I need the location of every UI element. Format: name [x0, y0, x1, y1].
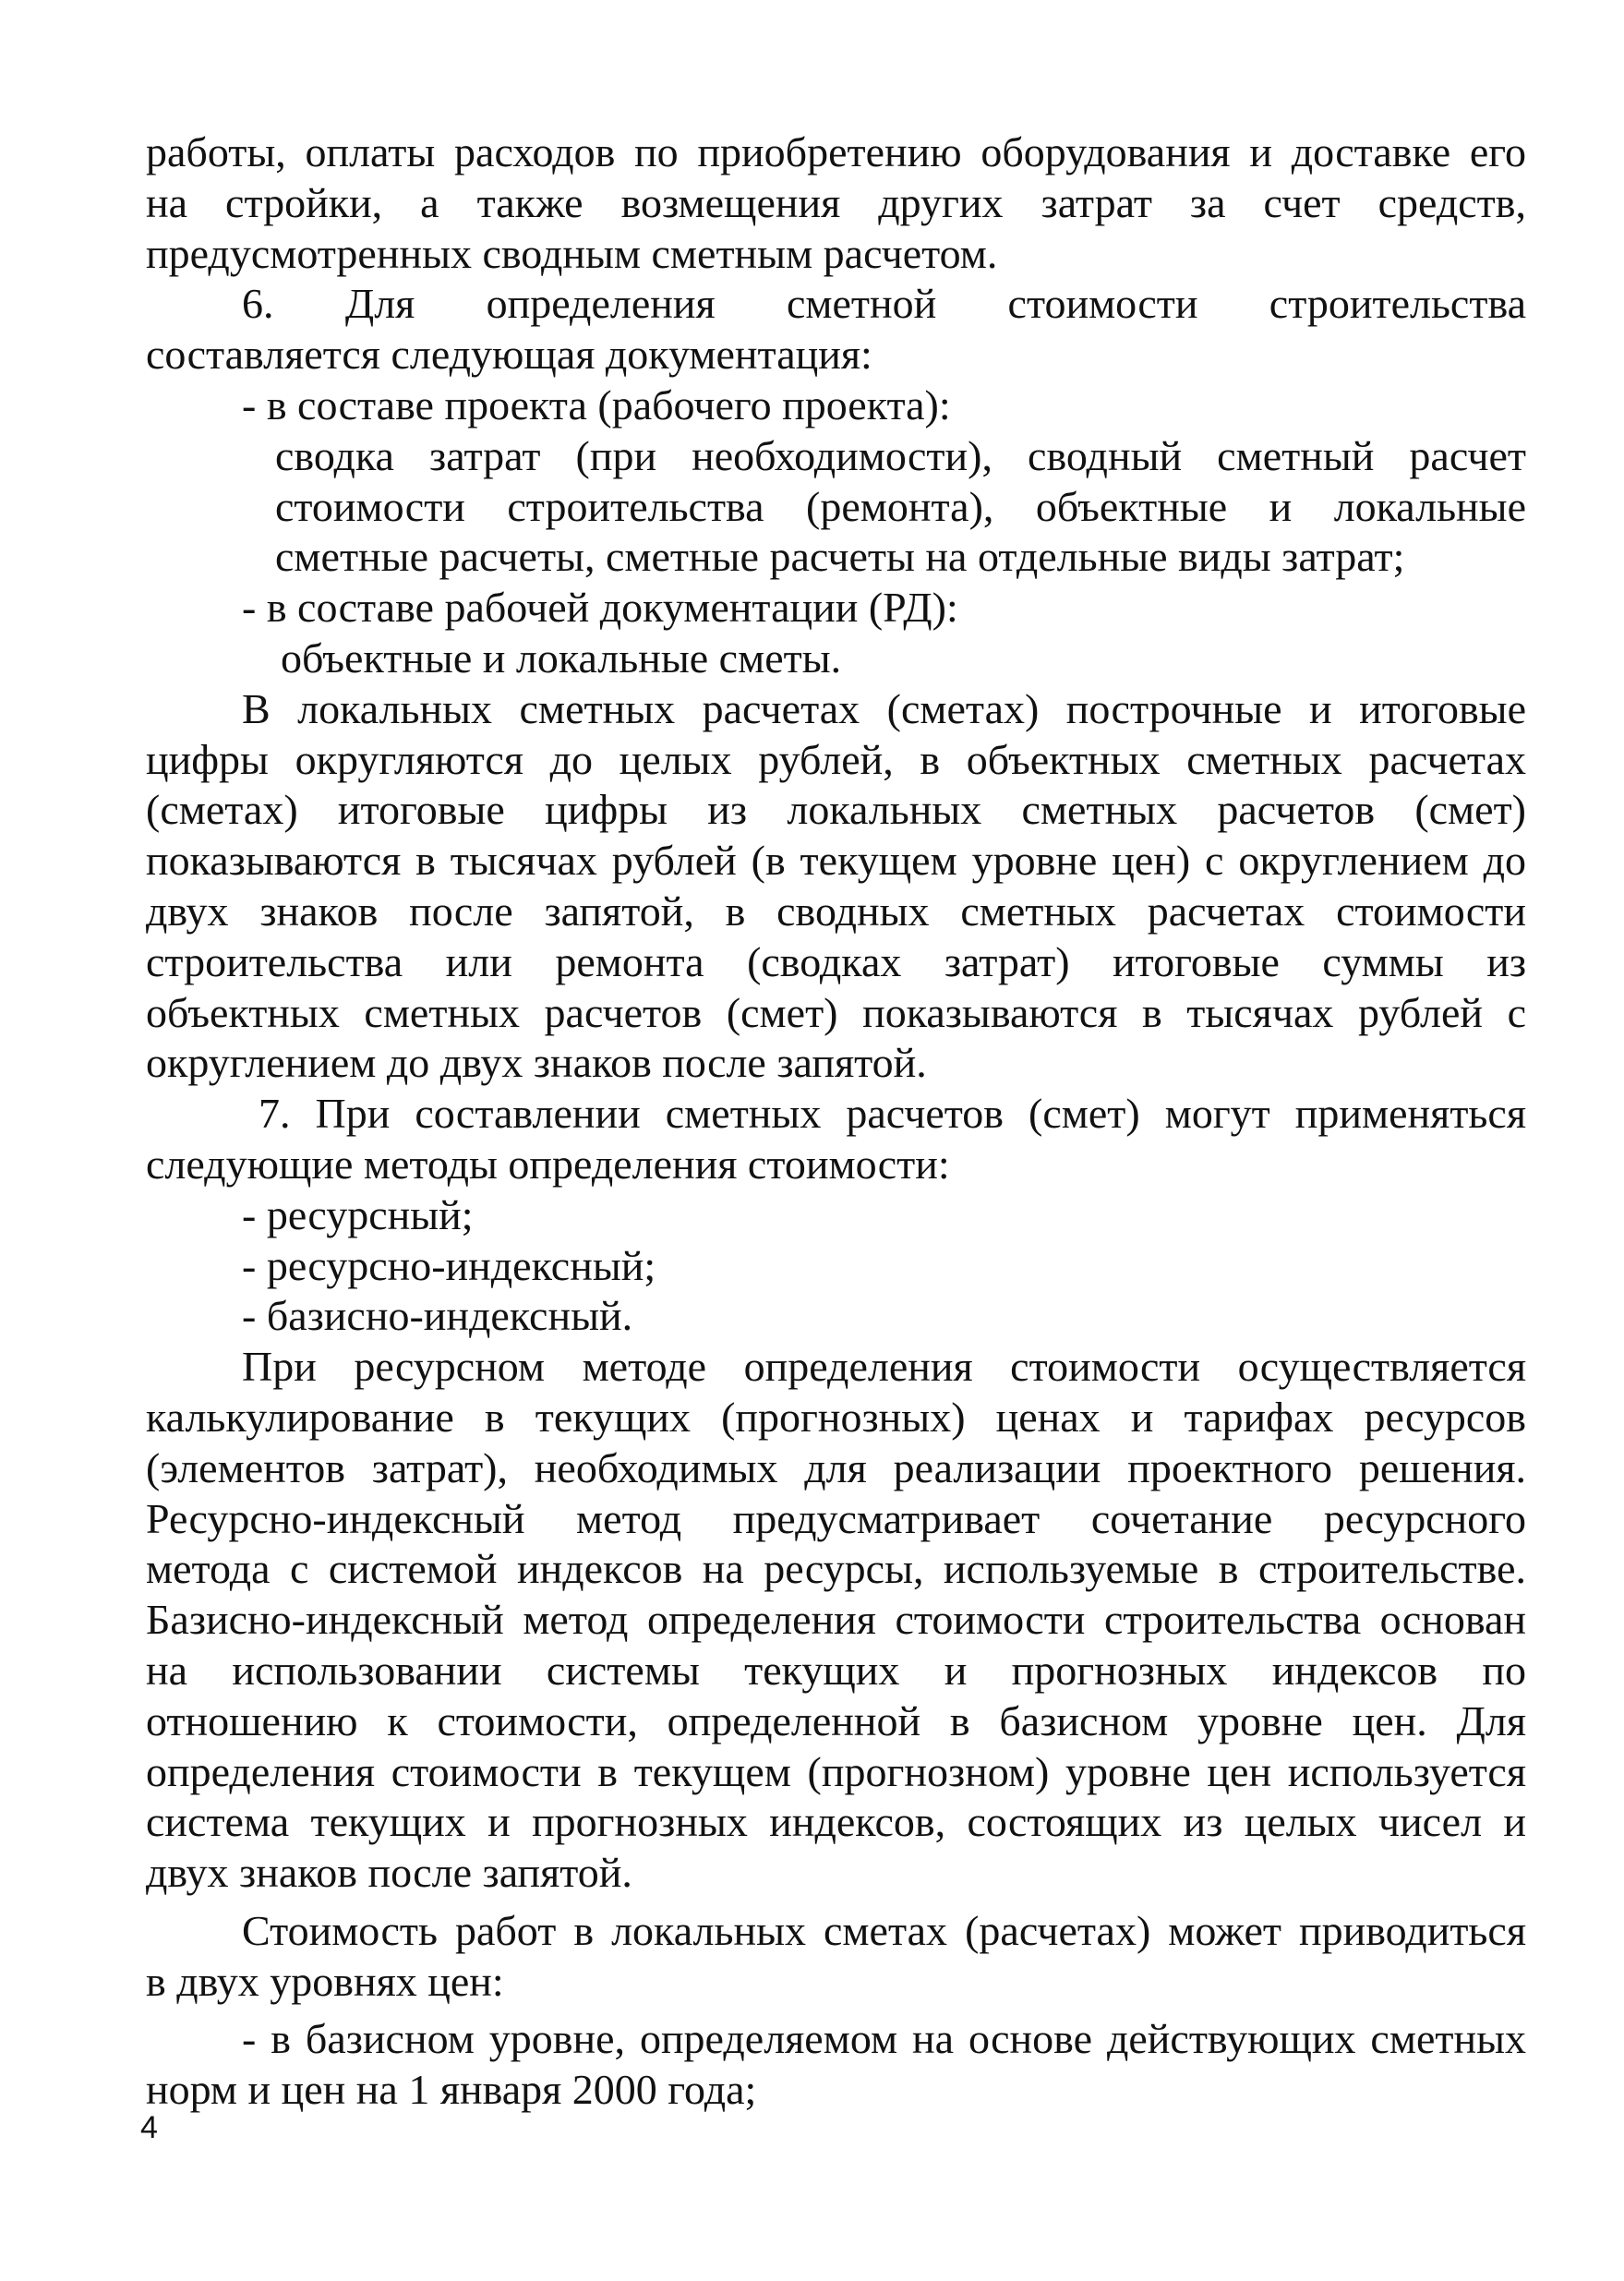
text-line: на стройки, а также возмещения других затрат за счет средств, — [146, 178, 1526, 226]
text-line: цифры округляются до целых рублей, в объектных сметных расчетах — [146, 735, 1526, 783]
text-line: строительства или ремонта (сводках затрат) итоговые суммы из — [146, 937, 1526, 985]
list-item: - ресурсный; — [242, 1190, 474, 1238]
list-item: - ресурсно-индексный; — [242, 1241, 656, 1289]
text-line: отношению к стоимости, определенной в базисном уровне цен. Для — [146, 1696, 1526, 1744]
text-line: объектных сметных расчетов (смет) показываются в тысячах рублей с — [146, 988, 1526, 1036]
paragraph-first-line: При ресурсном методе определения стоимости осуществляется — [242, 1343, 1526, 1391]
paragraph-first-line: Стоимость работ в локальных сметах (расчетах) может приводиться — [242, 1906, 1526, 1954]
text-line: объектные и локальные сметы. — [281, 634, 842, 682]
text-line: показываются в тысячах рублей (в текущем уровне цен) с округлением до — [146, 837, 1526, 885]
list-item: - в базисном уровне, определяемом на основе действующих сметных — [242, 2015, 1526, 2063]
list-item: - базисно-индексный. — [242, 1292, 633, 1340]
paragraph-first-line: В локальных сметных расчетах (сметах) построчные и итоговые — [242, 684, 1526, 732]
text-line: составляется следующая документация: — [146, 331, 872, 379]
text-line: Ресурсно-индексный метод предусматривает сочетание ресурсного — [146, 1494, 1526, 1542]
text-line: двух знаков после запятой. — [146, 1849, 632, 1897]
text-line: Базисно-индексный метод определения стоимости строительства основан — [146, 1596, 1526, 1644]
text-line: предусмотренных сводным сметным расчетом. — [146, 229, 998, 277]
text-line: калькулирование в текущих (прогнозных) ценах и тарифах ресурсов — [146, 1393, 1526, 1441]
text-line: на использовании системы текущих и прогнозных индексов по — [146, 1646, 1526, 1694]
list-item: - в составе проекта (рабочего проекта): — [242, 380, 951, 428]
section-7-heading-line: 7. При составлении сметных расчетов (смет) могут применяться — [259, 1090, 1526, 1138]
text-line: система текущих и прогнозных индексов, состоящих из целых чисел и — [146, 1798, 1526, 1846]
text-line: работы, оплаты расходов по приобретению оборудования и доставке его — [146, 128, 1526, 175]
text-line: сметные расчеты, сметные расчеты на отдельные виды затрат; — [275, 533, 1405, 581]
text-line: норм и цен на 1 января 2000 года; — [146, 2066, 757, 2114]
text-line: в двух уровнях цен: — [146, 1957, 504, 2005]
text-line: следующие методы определения стоимости: — [146, 1140, 950, 1188]
page-number: 4 — [140, 2110, 158, 2145]
text-line: сводка затрат (при необходимости), сводный сметный расчет — [275, 431, 1526, 479]
text-line: округлением до двух знаков после запятой. — [146, 1039, 927, 1087]
text-line: двух знаков после запятой, в сводных сметных расчетах стоимости — [146, 887, 1526, 935]
text-line: определения стоимости в текущем (прогнозном) уровне цен используется — [146, 1747, 1526, 1795]
text-line: стоимости строительства (ремонта), объектные и локальные — [275, 482, 1526, 530]
section-6-heading-line: 6. Для определения сметной стоимости строительства — [242, 280, 1526, 328]
text-line: (элементов затрат), необходимых для реализации проектного решения. — [146, 1443, 1526, 1491]
text-line: (сметах) итоговые цифры из локальных сметных расчетов (смет) — [146, 786, 1526, 834]
body-text — [146, 127, 1526, 2116]
text-line: метода с системой индексов на ресурсы, используемые в строительстве. — [146, 1545, 1526, 1593]
list-item: - в составе рабочей документации (РД): — [242, 584, 958, 632]
